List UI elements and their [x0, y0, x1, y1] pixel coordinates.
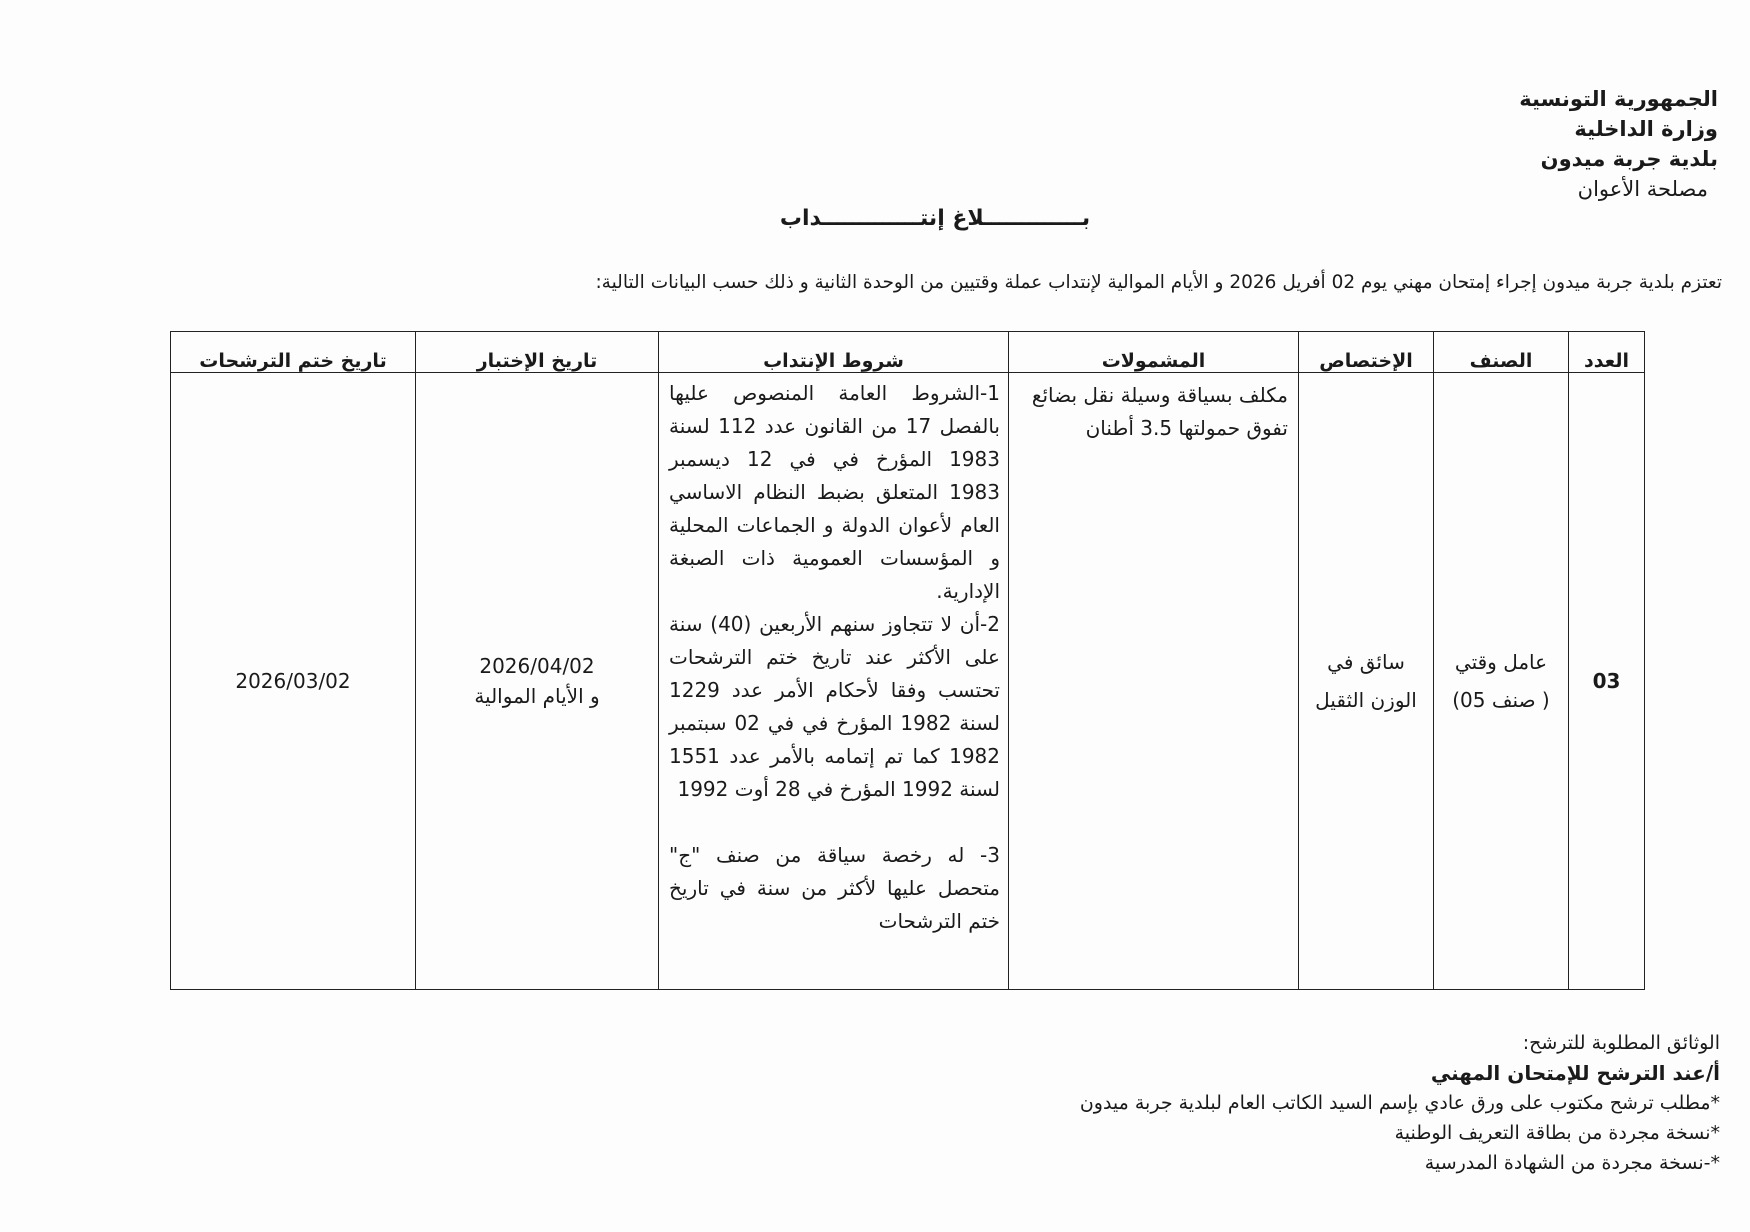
- cell-scope: مكلف بسياقة وسيلة نقل بضائع تفوق حمولتها 3.5 أطنان: [1009, 373, 1299, 990]
- document-item: *-نسخة مجردة من الشهادة المدرسية: [1424, 1152, 1720, 1174]
- grade-title: عامل وقتي: [1454, 650, 1548, 674]
- header-conditions: شروط الإنتداب: [659, 332, 1009, 373]
- exam-date-note: و الأيام الموالية: [474, 684, 600, 708]
- cell-count: 03: [1569, 373, 1645, 990]
- specialty-line-2: الوزن الثقيل: [1315, 688, 1417, 712]
- letterhead-municipality: بلدية جربة ميدون: [1540, 147, 1718, 171]
- table-row: [171, 373, 1645, 990]
- notice-title: بـــــــــــــلاغ إنتـــــــــــــداب: [779, 206, 1091, 231]
- exam-date-value: 2026/04/02: [479, 654, 595, 678]
- header-specialty: الإختصاص: [1299, 332, 1434, 373]
- letterhead-country: الجمهورية التونسية: [1519, 87, 1718, 111]
- document-item: *مطلب ترشح مكتوب على ورق عادي بإسم السيد الكاتب العام لبلدية جربة ميدون: [1079, 1092, 1720, 1114]
- letterhead: [1519, 84, 1718, 204]
- cell-exam-date: [416, 373, 659, 990]
- grade-class: ( صنف 05): [1452, 688, 1550, 712]
- cell-conditions: [659, 373, 1009, 990]
- table-header-row: [171, 332, 1645, 373]
- header-grade: الصنف: [1434, 332, 1569, 373]
- header-count: العدد: [1569, 332, 1645, 373]
- recruitment-table: [170, 331, 1645, 990]
- required-documents: [1080, 1028, 1720, 1178]
- condition-3: 3- له رخصة سياقة من صنف "ج" متحصل عليها لأكثر من سنة في تاريخ ختم الترشحات: [669, 843, 1000, 933]
- letterhead-department: مصلحة الأعوان: [1577, 177, 1708, 201]
- header-deadline: تاريخ ختم الترشحات: [171, 332, 416, 373]
- documents-heading: الوثائق المطلوبة للترشح:: [1522, 1032, 1720, 1054]
- condition-1: 1-الشروط العامة المنصوص عليها بالفصل 17 من القانون عدد 112 لسنة 1983 المؤرخ في في 12 ديسمبر 1983 المتعلق بضبط النظام الاساسي العام لأعوان الدولة و الجماعات المحلية و المؤسسات العمومية ذات الصبغة الإدارية.: [669, 381, 1000, 603]
- letterhead-ministry: وزارة الداخلية: [1574, 117, 1718, 141]
- cell-grade: [1434, 373, 1569, 990]
- intro-paragraph: تعتزم بلدية جربة ميدون إجراء إمتحان مهني يوم 02 أفريل 2026 و الأيام الموالية لإنتداب عملة وقتيين من الوحدة الثانية و ذلك حسب البيانات التالية:: [595, 272, 1722, 293]
- cell-specialty: [1299, 373, 1434, 990]
- condition-spacer: [669, 806, 1000, 839]
- header-scope: المشمولات: [1009, 332, 1299, 373]
- document-item: *نسخة مجردة من بطاقة التعريف الوطنية: [1394, 1122, 1720, 1144]
- specialty-line-1: سائق في: [1327, 650, 1405, 674]
- header-exam-date: تاريخ الإختبار: [416, 332, 659, 373]
- cell-deadline: 2026/03/02: [171, 373, 416, 990]
- condition-2: 2-أن لا تتجاوز سنهم الأربعين (40) سنة على الأكثر عند تاريخ ختم الترشحات تحتسب وفقا لأحكام الأمر عدد 1229 لسنة 1982 المؤرخ في في 02 سبتمبر 1982 كما تم إتمامه بالأمر عدد 1551 لسنة 1992 المؤرخ في 28 أوت 1992: [669, 612, 1001, 801]
- documents-subheading: أ/عند الترشح للإمتحان المهني: [1430, 1061, 1720, 1085]
